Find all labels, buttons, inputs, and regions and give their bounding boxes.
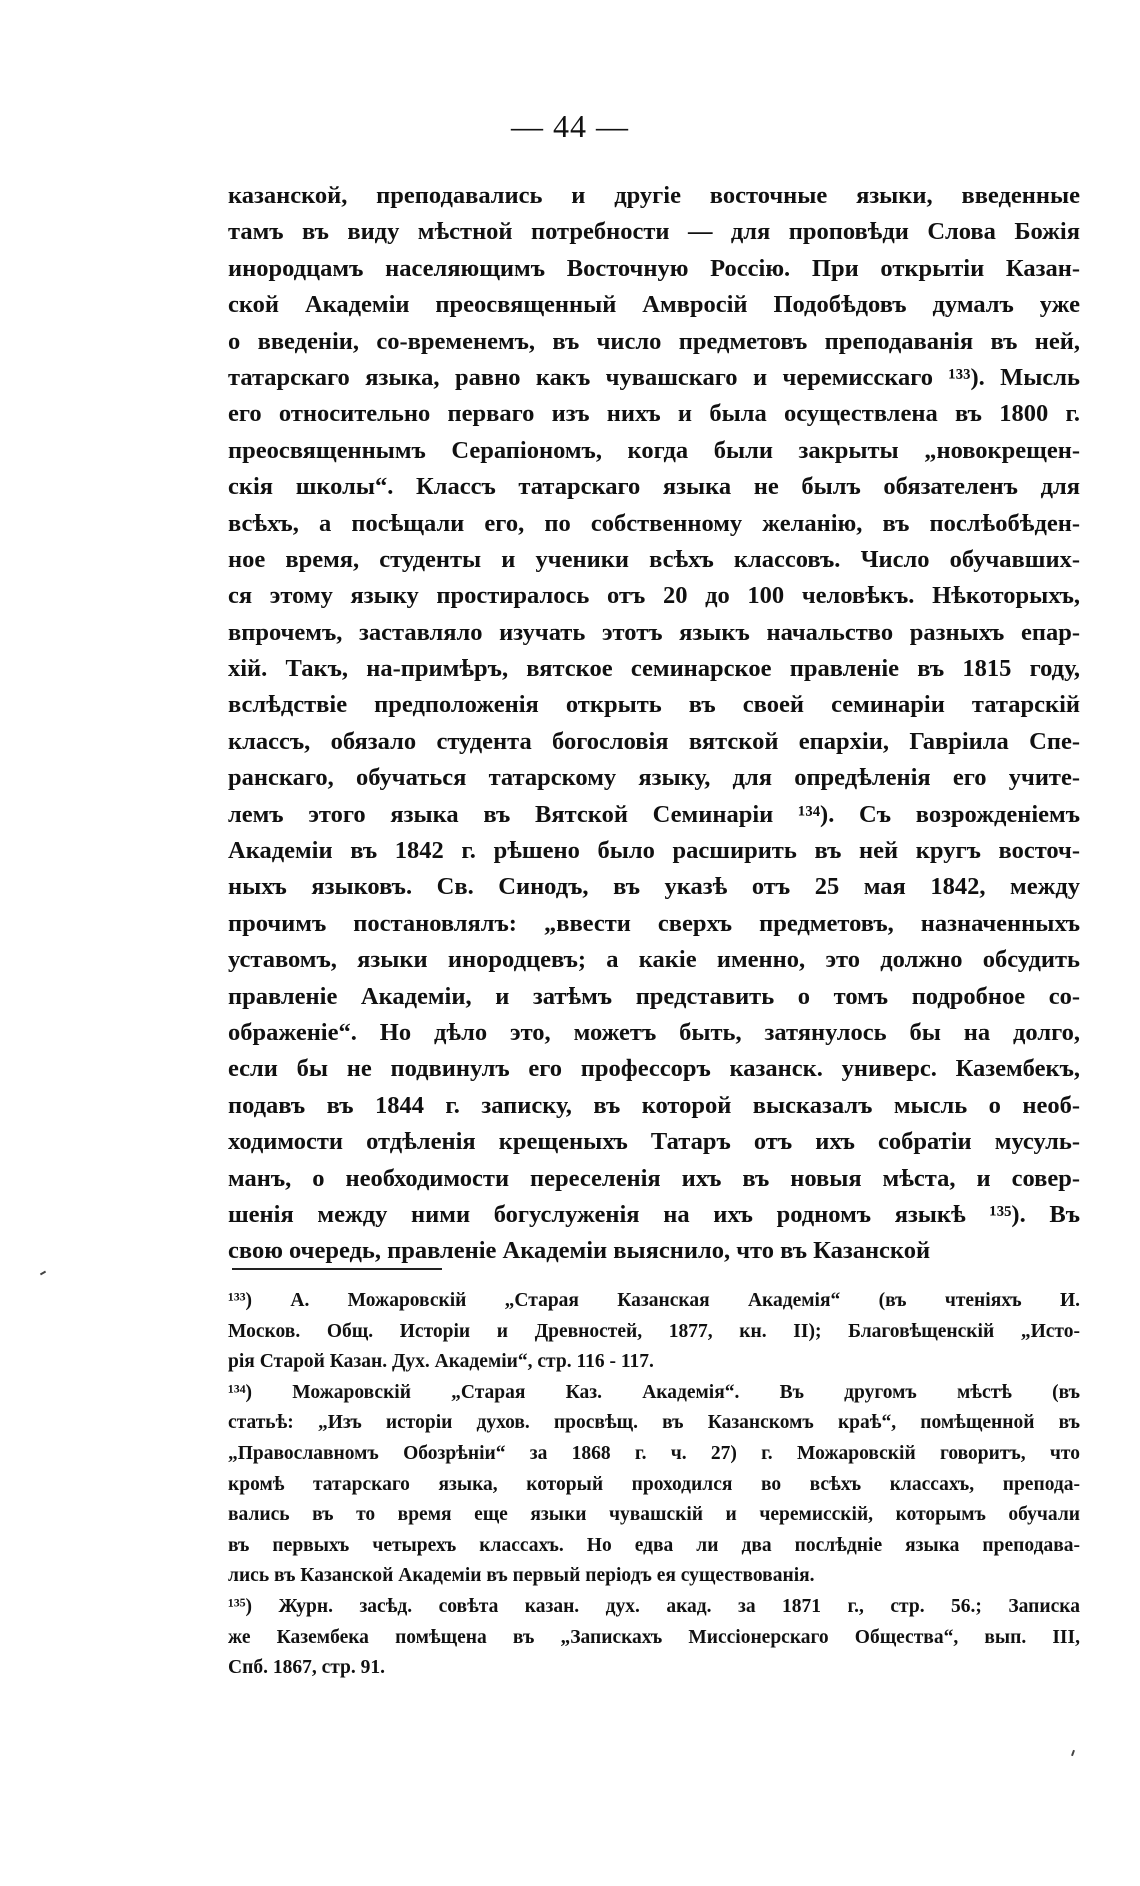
text-line: скія школы“. Классъ татарскаго языка не былъ обязателенъ для: [228, 473, 1080, 501]
text-line: впрочемъ, заставляло изучать этотъ языкъ начальство разныхъ епар-: [228, 618, 1080, 646]
footnote-line: вались въ то время еще языки чувашскій и черемисскій, которымъ обучали: [228, 1504, 1080, 1526]
footnote-line: статьѣ: „Изъ исторіи духов. просвѣщ. въ Казанскомъ краѣ“, помѣщенной въ: [228, 1412, 1080, 1434]
text-line: инородцамъ населяющимъ Восточную Россію. При открытіи Казан-: [228, 254, 1080, 282]
footnote-line: лись въ Казанской Академіи въ первый періодъ ея существованія.: [228, 1565, 815, 1587]
text-line: правленіе Академіи, и затѣмъ представить о томъ подробное со-: [228, 982, 1080, 1010]
footnote-line: „Православномъ Обозрѣніи“ за 1868 г. ч. 27) г. Можаровскій говоритъ, что: [228, 1442, 1080, 1464]
text-line: ное время, студенты и ученики всѣхъ классовъ. Число обучавших-: [228, 545, 1080, 573]
footnote-line: ¹³⁵) Журн. засѣд. совѣта казан. дух. акад. за 1871 г., стр. 56.; Записка: [228, 1595, 1080, 1617]
text-line: ображеніе“. Но дѣло это, можетъ быть, затянулось бы на долго,: [228, 1018, 1080, 1046]
text-line: ныхъ языковъ. Св. Синодъ, въ указѣ отъ 25 мая 1842, между: [228, 873, 1080, 901]
footnote-divider: [232, 1268, 442, 1270]
footnote-line: въ первыхъ четырехъ классахъ. Но едва ли два послѣдніе языка преподава-: [228, 1534, 1080, 1556]
stray-ink-mark: [40, 1271, 46, 1276]
footnote-line: рія Старой Казан. Дух. Академіи“, стр. 116 - 117.: [228, 1351, 654, 1373]
text-line: о введеніи, со-временемъ, въ число предметовъ преподаванія въ ней,: [228, 327, 1080, 355]
text-line: преосвященнымъ Серапіономъ, когда были закрыты „новокрещен-: [228, 436, 1080, 464]
text-line: ской Академіи преосвященный Амвросій Подобѣдовъ думалъ уже: [228, 291, 1080, 319]
text-line: ранскаго, обучаться татарскому языку, для опредѣленія его учите-: [228, 764, 1080, 792]
text-line: тамъ въ виду мѣстной потребности — для проповѣди Слова Божія: [228, 218, 1080, 246]
text-line: вслѣдствіе предположенія открыть въ своей семинаріи татарскій: [228, 691, 1080, 719]
text-line: уставомъ, языки инородцевъ; а какіе именно, это должно обсудить: [228, 946, 1080, 974]
text-line: хій. Такъ, на-примѣръ, вятское семинарское правленіе въ 1815 году,: [228, 655, 1080, 683]
footnote-line: ¹³⁴) Можаровскій „Старая Каз. Академія“. Въ другомъ мѣстѣ (въ: [228, 1381, 1080, 1403]
footnote-line: Москов. Общ. Исторіи и Древностей, 1877, кн. II); Благовѣщенскій „Исто-: [228, 1320, 1080, 1342]
text-line: всѣхъ, а посѣщали его, по собственному желанію, въ послѣобѣден-: [228, 509, 1080, 537]
stray-ink-mark: [1071, 1750, 1075, 1756]
text-line: ся этому языку простиралось отъ 20 до 100 человѣкъ. Нѣкоторыхъ,: [228, 582, 1080, 610]
text-line: манъ, о необходимости переселенія ихъ въ новыя мѣста, и совер-: [228, 1164, 1080, 1192]
text-line: лемъ этого языка въ Вятской Семинаріи ¹³⁴). Съ возрожденіемъ: [228, 800, 1080, 828]
footnote-line: ¹³³) А. Можаровскій „Старая Казанская Академія“ (въ чтеніяхъ И.: [228, 1290, 1080, 1311]
text-line: татарскаго языка, равно какъ чувашскаго и черемисскаго ¹³³). Мысль: [228, 363, 1080, 391]
footnote-line: Спб. 1867, стр. 91.: [228, 1657, 386, 1679]
text-line: казанской, преподавались и другіе восточные языки, введенные: [228, 182, 1080, 209]
main-text: [228, 178, 1080, 1270]
footnote-line: кромѣ татарскаго языка, который проходился во всѣхъ классахъ, препода-: [228, 1473, 1080, 1495]
text-line: его относительно перваго изъ нихъ и была осуществлена въ 1800 г.: [228, 400, 1080, 428]
text-line: ходимости отдѣленія крещеныхъ Татаръ отъ ихъ собратіи мусуль-: [228, 1128, 1080, 1156]
text-line: классъ, обязало студента богословія вятской епархіи, Гавріила Спе-: [228, 727, 1080, 755]
text-line: прочимъ постановлялъ: „ввести сверхъ предметовъ, назначенныхъ: [228, 909, 1080, 937]
text-line: Академіи въ 1842 г. рѣшено было расширить въ ней кругъ восточ-: [228, 837, 1080, 865]
text-line: свою очередь, правленіе Академіи выяснило, что въ Казанской: [228, 1237, 931, 1265]
text-line: подавъ въ 1844 г. записку, въ которой высказалъ мысль о необ-: [228, 1091, 1080, 1119]
text-line: шенія между ними богуслуженія на ихъ родномъ языкѣ ¹³⁵). Въ: [228, 1200, 1080, 1228]
text-line: если бы не подвинулъ его профессоръ казанск. универс. Казембекъ,: [228, 1055, 1080, 1083]
footnotes: [228, 1286, 1080, 1684]
footnote-line: же Казембека помѣщена въ „Запискахъ Миссіонерскаго Общества“, вып. III,: [228, 1626, 1080, 1648]
page-number: — 44 —: [511, 108, 629, 144]
